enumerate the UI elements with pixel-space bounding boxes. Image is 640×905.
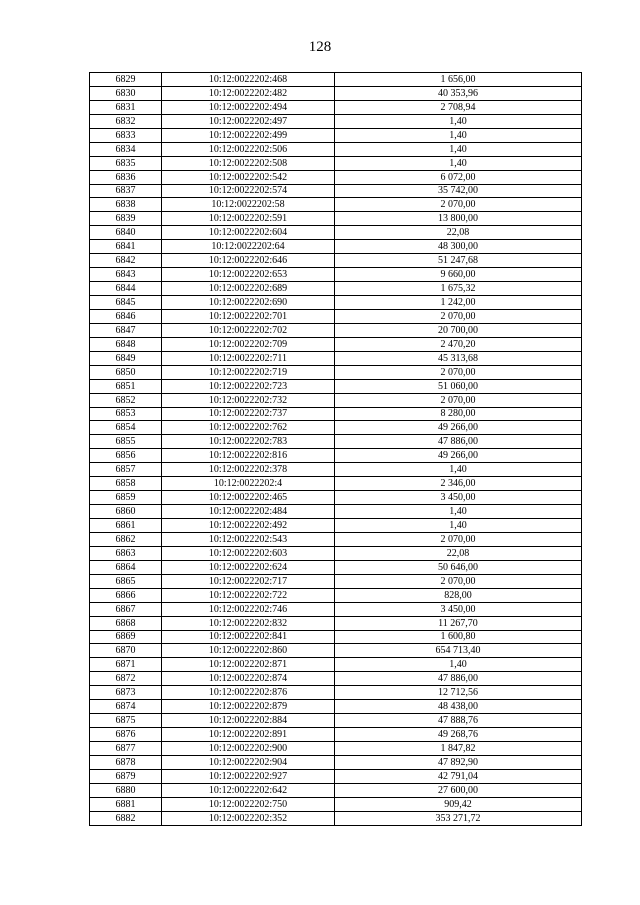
table-row bbox=[90, 212, 582, 226]
row-number-cell: 6867 bbox=[90, 602, 162, 616]
table-row bbox=[90, 658, 582, 672]
table-row bbox=[90, 128, 582, 142]
row-number-cell: 6881 bbox=[90, 797, 162, 811]
cadastral-number-cell: 10:12:0022202:737 bbox=[162, 407, 335, 421]
table-row bbox=[90, 477, 582, 491]
page-number: 128 bbox=[308, 39, 332, 55]
row-number-cell: 6840 bbox=[90, 226, 162, 240]
cadastral-number-cell: 10:12:0022202:904 bbox=[162, 755, 335, 769]
value-cell: 47 892,90 bbox=[335, 755, 582, 769]
cadastral-number-cell: 10:12:0022202:624 bbox=[162, 560, 335, 574]
table-row bbox=[90, 309, 582, 323]
table-row bbox=[90, 240, 582, 254]
table-row bbox=[90, 686, 582, 700]
row-number-cell: 6864 bbox=[90, 560, 162, 574]
cadastral-number-cell: 10:12:0022202:508 bbox=[162, 156, 335, 170]
value-cell: 2 070,00 bbox=[335, 365, 582, 379]
table-body bbox=[90, 73, 582, 826]
table-row bbox=[90, 407, 582, 421]
cadastral-number-cell: 10:12:0022202:860 bbox=[162, 644, 335, 658]
table-row bbox=[90, 644, 582, 658]
row-number-cell: 6838 bbox=[90, 198, 162, 212]
value-cell: 6 072,00 bbox=[335, 170, 582, 184]
cadastral-number-cell: 10:12:0022202:484 bbox=[162, 505, 335, 519]
cadastral-number-cell: 10:12:0022202:717 bbox=[162, 574, 335, 588]
row-number-cell: 6846 bbox=[90, 309, 162, 323]
value-cell: 8 280,00 bbox=[335, 407, 582, 421]
cadastral-number-cell: 10:12:0022202:4 bbox=[162, 477, 335, 491]
row-number-cell: 6862 bbox=[90, 532, 162, 546]
table-row bbox=[90, 198, 582, 212]
value-cell: 2 070,00 bbox=[335, 574, 582, 588]
value-cell: 1,40 bbox=[335, 128, 582, 142]
cadastral-number-cell: 10:12:0022202:750 bbox=[162, 797, 335, 811]
value-cell: 2 070,00 bbox=[335, 532, 582, 546]
table-row bbox=[90, 491, 582, 505]
row-number-cell: 6837 bbox=[90, 184, 162, 198]
row-number-cell: 6845 bbox=[90, 296, 162, 310]
value-cell: 9 660,00 bbox=[335, 268, 582, 282]
table-row bbox=[90, 365, 582, 379]
cadastral-number-cell: 10:12:0022202:746 bbox=[162, 602, 335, 616]
cadastral-number-cell: 10:12:0022202:762 bbox=[162, 421, 335, 435]
table-row bbox=[90, 337, 582, 351]
cadastral-number-cell: 10:12:0022202:465 bbox=[162, 491, 335, 505]
value-cell: 1 675,32 bbox=[335, 282, 582, 296]
table-row bbox=[90, 449, 582, 463]
table-row bbox=[90, 797, 582, 811]
value-cell: 51 247,68 bbox=[335, 254, 582, 268]
row-number-cell: 6831 bbox=[90, 100, 162, 114]
row-number-cell: 6848 bbox=[90, 337, 162, 351]
row-number-cell: 6836 bbox=[90, 170, 162, 184]
row-number-cell: 6843 bbox=[90, 268, 162, 282]
cadastral-number-cell: 10:12:0022202:604 bbox=[162, 226, 335, 240]
row-number-cell: 6863 bbox=[90, 546, 162, 560]
value-cell: 2 470,20 bbox=[335, 337, 582, 351]
cadastral-number-cell: 10:12:0022202:690 bbox=[162, 296, 335, 310]
cadastral-number-cell: 10:12:0022202:701 bbox=[162, 309, 335, 323]
cadastral-number-cell: 10:12:0022202:709 bbox=[162, 337, 335, 351]
row-number-cell: 6842 bbox=[90, 254, 162, 268]
cadastral-number-cell: 10:12:0022202:492 bbox=[162, 519, 335, 533]
cadastral-number-cell: 10:12:0022202:876 bbox=[162, 686, 335, 700]
value-cell: 35 742,00 bbox=[335, 184, 582, 198]
value-cell: 49 268,76 bbox=[335, 728, 582, 742]
cadastral-number-cell: 10:12:0022202:874 bbox=[162, 672, 335, 686]
row-number-cell: 6879 bbox=[90, 769, 162, 783]
row-number-cell: 6856 bbox=[90, 449, 162, 463]
row-number-cell: 6873 bbox=[90, 686, 162, 700]
row-number-cell: 6841 bbox=[90, 240, 162, 254]
cadastral-number-cell: 10:12:0022202:468 bbox=[162, 73, 335, 87]
table-row bbox=[90, 254, 582, 268]
cadastral-number-cell: 10:12:0022202:719 bbox=[162, 365, 335, 379]
row-number-cell: 6833 bbox=[90, 128, 162, 142]
value-cell: 2 708,94 bbox=[335, 100, 582, 114]
value-cell: 48 300,00 bbox=[335, 240, 582, 254]
cadastral-number-cell: 10:12:0022202:574 bbox=[162, 184, 335, 198]
table-row bbox=[90, 435, 582, 449]
row-number-cell: 6853 bbox=[90, 407, 162, 421]
row-number-cell: 6858 bbox=[90, 477, 162, 491]
row-number-cell: 6830 bbox=[90, 86, 162, 100]
value-cell: 20 700,00 bbox=[335, 323, 582, 337]
cadastral-number-cell: 10:12:0022202:702 bbox=[162, 323, 335, 337]
row-number-cell: 6860 bbox=[90, 505, 162, 519]
table-row bbox=[90, 379, 582, 393]
cadastral-number-cell: 10:12:0022202:832 bbox=[162, 616, 335, 630]
table-row bbox=[90, 574, 582, 588]
cadastral-number-cell: 10:12:0022202:58 bbox=[162, 198, 335, 212]
cadastral-number-cell: 10:12:0022202:927 bbox=[162, 769, 335, 783]
table-row bbox=[90, 268, 582, 282]
value-cell: 12 712,56 bbox=[335, 686, 582, 700]
value-cell: 1,40 bbox=[335, 519, 582, 533]
value-cell: 51 060,00 bbox=[335, 379, 582, 393]
row-number-cell: 6859 bbox=[90, 491, 162, 505]
row-number-cell: 6851 bbox=[90, 379, 162, 393]
cadastral-number-cell: 10:12:0022202:722 bbox=[162, 588, 335, 602]
row-number-cell: 6871 bbox=[90, 658, 162, 672]
row-number-cell: 6861 bbox=[90, 519, 162, 533]
cadastral-number-cell: 10:12:0022202:646 bbox=[162, 254, 335, 268]
value-cell: 1 600,80 bbox=[335, 630, 582, 644]
value-cell: 2 070,00 bbox=[335, 198, 582, 212]
table-row bbox=[90, 351, 582, 365]
table-row bbox=[90, 142, 582, 156]
value-cell: 1,40 bbox=[335, 156, 582, 170]
cadastral-number-cell: 10:12:0022202:497 bbox=[162, 114, 335, 128]
cadastral-number-cell: 10:12:0022202:884 bbox=[162, 714, 335, 728]
cadastral-number-cell: 10:12:0022202:543 bbox=[162, 532, 335, 546]
row-number-cell: 6857 bbox=[90, 463, 162, 477]
cadastral-number-cell: 10:12:0022202:816 bbox=[162, 449, 335, 463]
table-row bbox=[90, 769, 582, 783]
cadastral-table bbox=[89, 72, 582, 826]
value-cell: 1 242,00 bbox=[335, 296, 582, 310]
value-cell: 654 713,40 bbox=[335, 644, 582, 658]
table-row bbox=[90, 86, 582, 100]
value-cell: 47 886,00 bbox=[335, 672, 582, 686]
value-cell: 40 353,96 bbox=[335, 86, 582, 100]
cadastral-number-cell: 10:12:0022202:591 bbox=[162, 212, 335, 226]
table-row bbox=[90, 700, 582, 714]
table-row bbox=[90, 560, 582, 574]
row-number-cell: 6869 bbox=[90, 630, 162, 644]
cadastral-number-cell: 10:12:0022202:506 bbox=[162, 142, 335, 156]
value-cell: 11 267,70 bbox=[335, 616, 582, 630]
row-number-cell: 6880 bbox=[90, 783, 162, 797]
value-cell: 45 313,68 bbox=[335, 351, 582, 365]
value-cell: 50 646,00 bbox=[335, 560, 582, 574]
table-row bbox=[90, 184, 582, 198]
cadastral-number-cell: 10:12:0022202:499 bbox=[162, 128, 335, 142]
table-row bbox=[90, 602, 582, 616]
table-row bbox=[90, 630, 582, 644]
value-cell: 828,00 bbox=[335, 588, 582, 602]
cadastral-number-cell: 10:12:0022202:482 bbox=[162, 86, 335, 100]
row-number-cell: 6865 bbox=[90, 574, 162, 588]
table-row bbox=[90, 742, 582, 756]
cadastral-number-cell: 10:12:0022202:841 bbox=[162, 630, 335, 644]
table-row bbox=[90, 616, 582, 630]
value-cell: 1 656,00 bbox=[335, 73, 582, 87]
row-number-cell: 6852 bbox=[90, 393, 162, 407]
row-number-cell: 6866 bbox=[90, 588, 162, 602]
value-cell: 1,40 bbox=[335, 658, 582, 672]
value-cell: 1,40 bbox=[335, 114, 582, 128]
cadastral-number-cell: 10:12:0022202:542 bbox=[162, 170, 335, 184]
table-row bbox=[90, 226, 582, 240]
cadastral-number-cell: 10:12:0022202:64 bbox=[162, 240, 335, 254]
row-number-cell: 6839 bbox=[90, 212, 162, 226]
value-cell: 1,40 bbox=[335, 505, 582, 519]
row-number-cell: 6877 bbox=[90, 742, 162, 756]
row-number-cell: 6874 bbox=[90, 700, 162, 714]
table-row bbox=[90, 100, 582, 114]
row-number-cell: 6829 bbox=[90, 73, 162, 87]
value-cell: 48 438,00 bbox=[335, 700, 582, 714]
cadastral-number-cell: 10:12:0022202:732 bbox=[162, 393, 335, 407]
value-cell: 3 450,00 bbox=[335, 491, 582, 505]
table-row bbox=[90, 588, 582, 602]
value-cell: 22,08 bbox=[335, 546, 582, 560]
row-number-cell: 6832 bbox=[90, 114, 162, 128]
value-cell: 1,40 bbox=[335, 142, 582, 156]
table-row bbox=[90, 783, 582, 797]
row-number-cell: 6834 bbox=[90, 142, 162, 156]
table-row bbox=[90, 672, 582, 686]
value-cell: 2 070,00 bbox=[335, 309, 582, 323]
cadastral-number-cell: 10:12:0022202:689 bbox=[162, 282, 335, 296]
cadastral-number-cell: 10:12:0022202:723 bbox=[162, 379, 335, 393]
table-row bbox=[90, 393, 582, 407]
cadastral-number-cell: 10:12:0022202:603 bbox=[162, 546, 335, 560]
table-row bbox=[90, 811, 582, 825]
row-number-cell: 6875 bbox=[90, 714, 162, 728]
value-cell: 353 271,72 bbox=[335, 811, 582, 825]
table-row bbox=[90, 114, 582, 128]
value-cell: 42 791,04 bbox=[335, 769, 582, 783]
table-row bbox=[90, 463, 582, 477]
value-cell: 2 070,00 bbox=[335, 393, 582, 407]
row-number-cell: 6872 bbox=[90, 672, 162, 686]
value-cell: 22,08 bbox=[335, 226, 582, 240]
value-cell: 47 888,76 bbox=[335, 714, 582, 728]
table-row bbox=[90, 755, 582, 769]
value-cell: 27 600,00 bbox=[335, 783, 582, 797]
value-cell: 3 450,00 bbox=[335, 602, 582, 616]
row-number-cell: 6868 bbox=[90, 616, 162, 630]
cadastral-number-cell: 10:12:0022202:711 bbox=[162, 351, 335, 365]
cadastral-number-cell: 10:12:0022202:891 bbox=[162, 728, 335, 742]
table-row bbox=[90, 714, 582, 728]
value-cell: 47 886,00 bbox=[335, 435, 582, 449]
row-number-cell: 6849 bbox=[90, 351, 162, 365]
table-row bbox=[90, 728, 582, 742]
value-cell: 1 847,82 bbox=[335, 742, 582, 756]
row-number-cell: 6854 bbox=[90, 421, 162, 435]
value-cell: 909,42 bbox=[335, 797, 582, 811]
row-number-cell: 6876 bbox=[90, 728, 162, 742]
cadastral-number-cell: 10:12:0022202:653 bbox=[162, 268, 335, 282]
cadastral-number-cell: 10:12:0022202:494 bbox=[162, 100, 335, 114]
table-row bbox=[90, 532, 582, 546]
table-row bbox=[90, 546, 582, 560]
cadastral-number-cell: 10:12:0022202:879 bbox=[162, 700, 335, 714]
value-cell: 49 266,00 bbox=[335, 449, 582, 463]
row-number-cell: 6855 bbox=[90, 435, 162, 449]
table-row bbox=[90, 170, 582, 184]
value-cell: 1,40 bbox=[335, 463, 582, 477]
cadastral-number-cell: 10:12:0022202:783 bbox=[162, 435, 335, 449]
cadastral-number-cell: 10:12:0022202:352 bbox=[162, 811, 335, 825]
value-cell: 2 346,00 bbox=[335, 477, 582, 491]
cadastral-number-cell: 10:12:0022202:871 bbox=[162, 658, 335, 672]
table-row bbox=[90, 505, 582, 519]
row-number-cell: 6850 bbox=[90, 365, 162, 379]
table-row bbox=[90, 323, 582, 337]
table-row bbox=[90, 421, 582, 435]
row-number-cell: 6844 bbox=[90, 282, 162, 296]
row-number-cell: 6847 bbox=[90, 323, 162, 337]
cadastral-number-cell: 10:12:0022202:642 bbox=[162, 783, 335, 797]
table-row bbox=[90, 519, 582, 533]
table-row bbox=[90, 73, 582, 87]
row-number-cell: 6878 bbox=[90, 755, 162, 769]
cadastral-number-cell: 10:12:0022202:900 bbox=[162, 742, 335, 756]
table-row bbox=[90, 156, 582, 170]
table-row bbox=[90, 282, 582, 296]
value-cell: 13 800,00 bbox=[335, 212, 582, 226]
table-row bbox=[90, 296, 582, 310]
row-number-cell: 6882 bbox=[90, 811, 162, 825]
row-number-cell: 6835 bbox=[90, 156, 162, 170]
row-number-cell: 6870 bbox=[90, 644, 162, 658]
cadastral-number-cell: 10:12:0022202:378 bbox=[162, 463, 335, 477]
value-cell: 49 266,00 bbox=[335, 421, 582, 435]
